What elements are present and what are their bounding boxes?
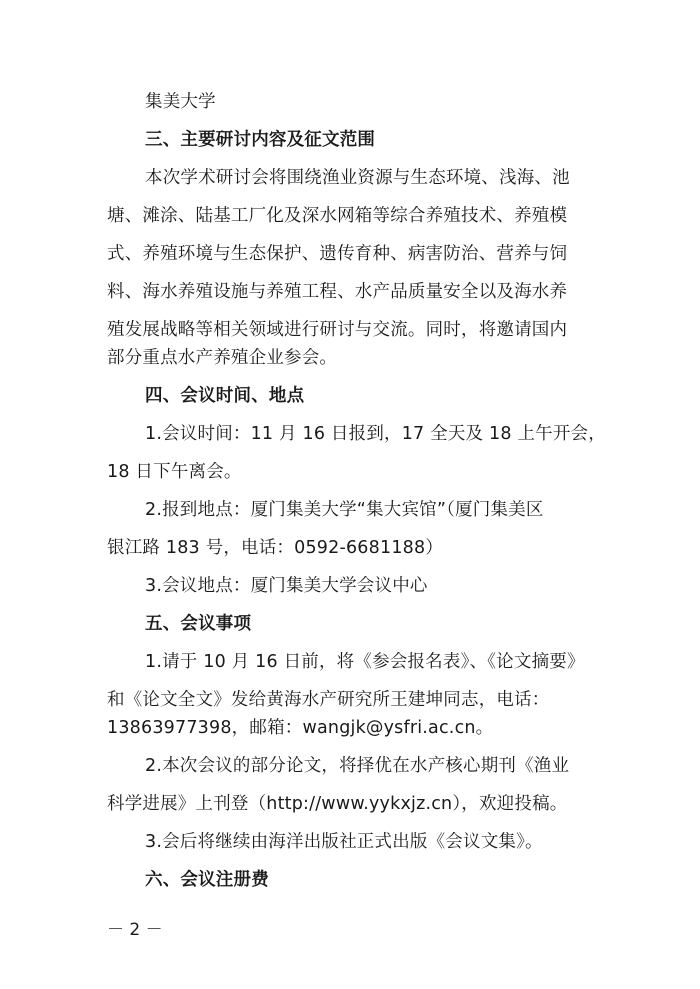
paragraph-line: 2.本次会议的部分论文，将择优在水产核心期刊《渔业	[145, 756, 570, 776]
paragraph-line: 3.会后将继续由海洋出版社正式出版《会议文集》。	[145, 832, 543, 852]
paragraph-line: 2.报到地点：厦门集美大学“集大宾馆”（厦门集美区	[145, 500, 544, 520]
paragraph-line: 科学进展》上刊登（http://www.yykxjz.cn），欢迎投稿。	[107, 794, 568, 814]
page-number: － 2 －	[107, 920, 163, 940]
paragraph-line: 本次学术研讨会将围绕渔业资源与生态环境、浅海、池	[145, 168, 570, 188]
paragraph-line: 1.请于 10 月 16 日前，将《参会报名表》、《论文摘要》	[145, 652, 585, 672]
paragraph-line: 13863977398，邮箱：wangjk@ysfri.ac.cn。	[107, 718, 494, 738]
institution-line: 集美大学	[145, 92, 216, 112]
paragraph-line: 和《论文全文》发给黄海水产研究所王建坤同志，电话：	[107, 690, 550, 710]
paragraph-line: 1.会议时间：11 月 16 日报到，17 全天及 18 上午开会，	[145, 424, 606, 444]
paragraph-line: 料、海水养殖设施与养殖工程、水产品质量安全以及海水养	[107, 282, 568, 302]
paragraph-line: 3.会议地点：厦门集美大学会议中心	[145, 576, 428, 596]
section-heading-4: 四、会议时间、地点	[145, 386, 305, 406]
paragraph-line: 部分重点水产养殖企业参会。	[107, 348, 338, 368]
section-heading-5: 五、会议事项	[145, 614, 252, 634]
paragraph-line: 殖发展战略等相关领域进行研讨与交流。同时，将邀请国内	[107, 320, 568, 340]
section-heading-3: 三、主要研讨内容及征文范围	[145, 130, 376, 150]
paragraph-line: 塘、滩涂、陆基工厂化及深水网箱等综合养殖技术、养殖模	[107, 206, 568, 226]
section-heading-6: 六、会议注册费	[145, 870, 269, 890]
paragraph-line: 式、养殖环境与生态保护、遗传育种、病害防治、营养与饲	[107, 244, 568, 264]
paragraph-line: 银江路 183 号，电话：0592-6681188）	[107, 538, 444, 558]
paragraph-line: 18 日下午离会。	[107, 462, 242, 482]
